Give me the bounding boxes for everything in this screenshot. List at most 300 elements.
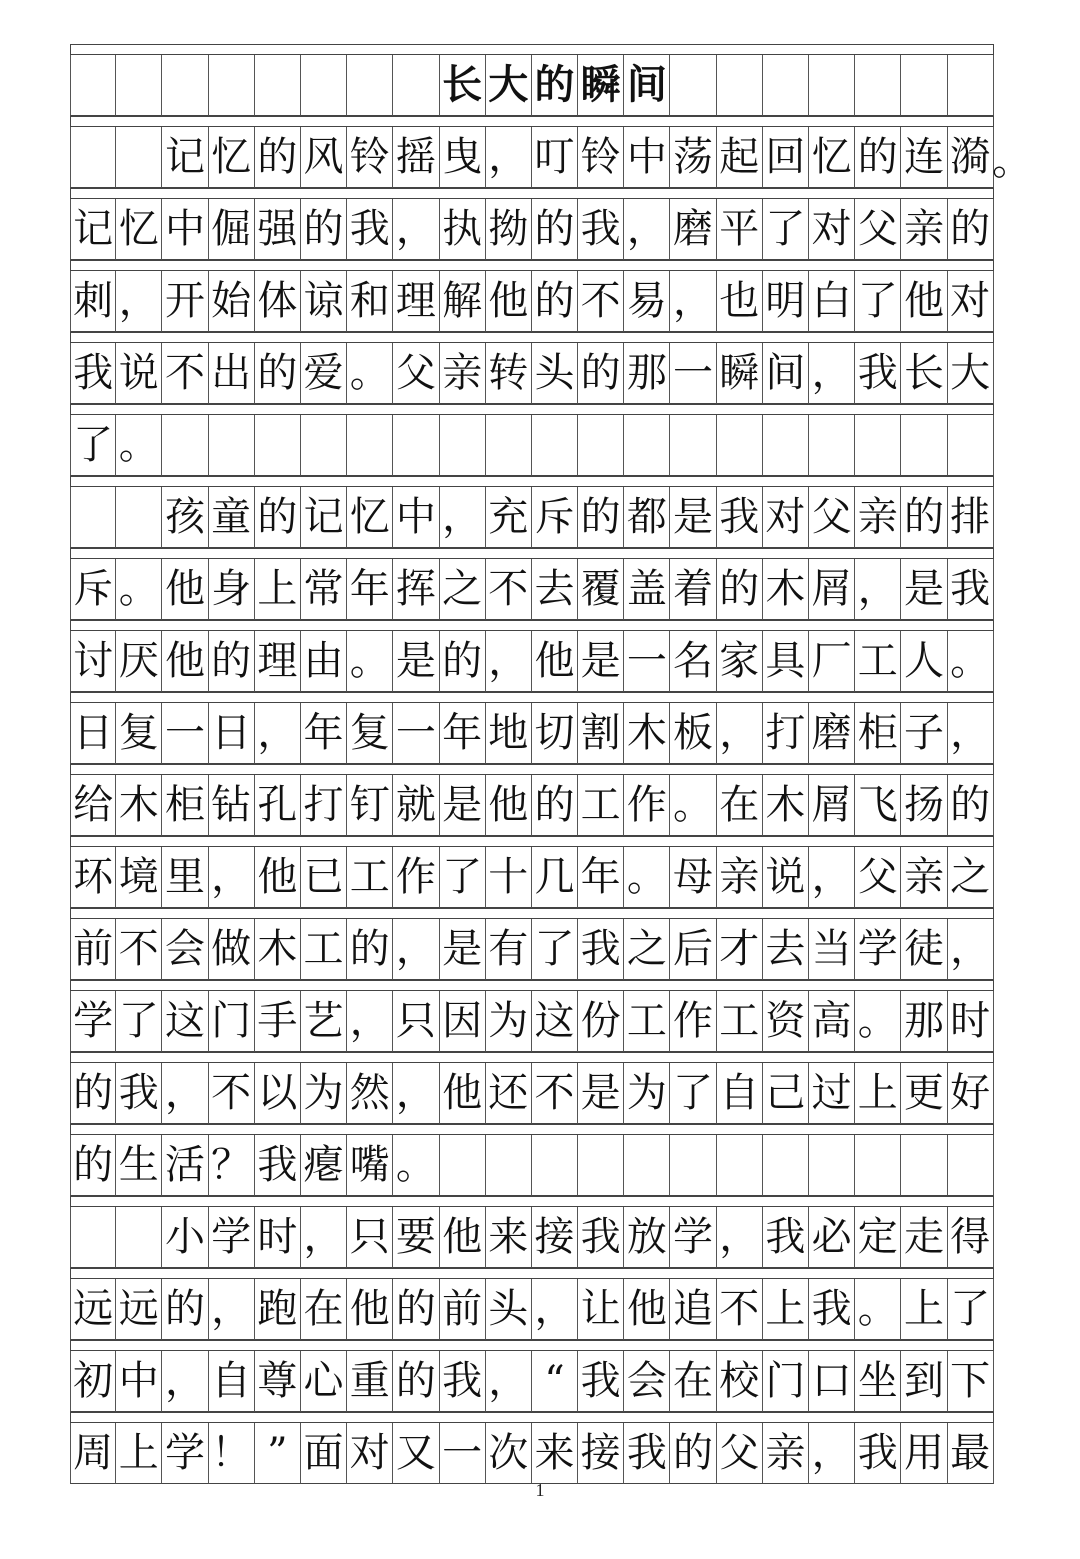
grid-cell: 的 (532, 775, 578, 836)
grid-cell: 亲 (901, 199, 947, 260)
grid-cell: 了 (670, 1063, 716, 1124)
grid-cell: 给 (70, 775, 116, 836)
grid-cell: ？ (209, 1135, 255, 1196)
grid-cell: 大 (486, 55, 532, 116)
grid-cells (70, 1279, 994, 1340)
grid-cell: 摇 (393, 127, 439, 188)
row-gap-line (70, 908, 994, 919)
grid-cell: 的 (301, 199, 347, 260)
grid-cell: 瞬 (717, 343, 763, 404)
grid-cell (532, 415, 578, 476)
grid-cell: 里 (162, 847, 208, 908)
grid-cells (70, 415, 994, 476)
grid-cell: 这 (532, 991, 578, 1052)
text-line (70, 404, 994, 476)
grid-cell: 了 (855, 271, 901, 332)
grid-cell: ！ (209, 1423, 255, 1484)
grid-cell: ， (347, 991, 393, 1052)
grid-cell: 他 (532, 631, 578, 692)
grid-cell (624, 415, 670, 476)
grid-cell: 忆 (209, 127, 255, 188)
grid-cell (578, 1135, 624, 1196)
grid-cell (901, 55, 947, 116)
grid-cell: 上 (763, 1279, 809, 1340)
text-line (70, 1196, 994, 1268)
grid-cell: 忆 (116, 199, 162, 260)
grid-cell (670, 1135, 716, 1196)
grid-cell: 上 (855, 1063, 901, 1124)
grid-cell (763, 55, 809, 116)
overflow-punctuation: 。 (992, 138, 1032, 184)
grid-cell (809, 55, 855, 116)
grid-cell: 开 (162, 271, 208, 332)
grid-cell: 口 (809, 1351, 855, 1412)
grid-cell: 。 (624, 847, 670, 908)
grid-cell: ， (670, 271, 716, 332)
grid-cell: 中 (624, 127, 670, 188)
grid-cell: 来 (486, 1207, 532, 1268)
grid-cell: 木 (763, 559, 809, 620)
grid-cell: 是 (440, 919, 486, 980)
grid-cell: ， (255, 703, 301, 764)
grid-cell: 坐 (855, 1351, 901, 1412)
grid-cell: 工 (717, 991, 763, 1052)
grid-cell: 说 (763, 847, 809, 908)
grid-cell: 我 (717, 487, 763, 548)
row-gap-line (70, 548, 994, 559)
grid-cell: 不 (532, 1063, 578, 1124)
grid-cell (809, 415, 855, 476)
grid-cell: 白 (809, 271, 855, 332)
text-line (70, 476, 994, 548)
grid-cell (763, 415, 809, 476)
grid-cell: 作 (393, 847, 439, 908)
grid-cell: 会 (624, 1351, 670, 1412)
text-line (70, 116, 1032, 188)
grid-cell: 了 (948, 1279, 994, 1340)
grid-cell (301, 55, 347, 116)
grid-cell: 门 (209, 991, 255, 1052)
grid-cell: 不 (578, 271, 624, 332)
grid-cell: 在 (717, 775, 763, 836)
grid-cell: 。 (347, 343, 393, 404)
grid-cell: 放 (624, 1207, 670, 1268)
grid-cell: 他 (347, 1279, 393, 1340)
grid-cell: 头 (486, 1279, 532, 1340)
grid-cell: 年 (347, 559, 393, 620)
grid-cell: 一 (393, 703, 439, 764)
grid-cell: 小 (162, 1207, 208, 1268)
grid-cell: ， (116, 271, 162, 332)
grid-cell: 排 (948, 487, 994, 548)
grid-cell: 是 (901, 559, 947, 620)
grid-cell: 风 (301, 127, 347, 188)
grid-cell: 这 (162, 991, 208, 1052)
grid-cell: 复 (116, 703, 162, 764)
grid-cell (116, 1207, 162, 1268)
grid-cell: 到 (901, 1351, 947, 1412)
grid-cell: 切 (532, 703, 578, 764)
grid-cell (393, 415, 439, 476)
grid-cell: 的 (948, 199, 994, 260)
grid-cells (70, 271, 994, 332)
grid-cell: 父 (717, 1423, 763, 1484)
page-number: 1 (535, 1480, 545, 1500)
grid-cell: 我 (440, 1351, 486, 1412)
grid-cell: 门 (763, 1351, 809, 1412)
grid-cell: 打 (301, 775, 347, 836)
grid-cell: 他 (440, 1207, 486, 1268)
grid-cell: ， (809, 1423, 855, 1484)
grid-cell: 已 (301, 847, 347, 908)
grid-cell: 他 (162, 559, 208, 620)
grid-cell: 身 (209, 559, 255, 620)
grid-cell: 上 (116, 1423, 162, 1484)
row-gap-line (70, 404, 994, 415)
grid-cell: 学 (70, 991, 116, 1052)
grid-cell: 的 (855, 127, 901, 188)
grid-cell: 时 (948, 991, 994, 1052)
grid-cell: 长 (901, 343, 947, 404)
row-gap-line (70, 1052, 994, 1063)
grid-cell: 记 (162, 127, 208, 188)
grid-cell: 去 (763, 919, 809, 980)
grid-cell: ， (393, 199, 439, 260)
grid-cell: 具 (763, 631, 809, 692)
grid-cell: 屑 (809, 775, 855, 836)
text-line (70, 1340, 994, 1412)
text-line (70, 332, 994, 404)
grid-cell: 的 (532, 55, 578, 116)
grid-cell: 母 (670, 847, 716, 908)
grid-cell: ， (855, 559, 901, 620)
grid-cell: 工 (347, 847, 393, 908)
grid-cell: 不 (486, 559, 532, 620)
grid-cell: 中 (116, 1351, 162, 1412)
grid-cell: 不 (116, 919, 162, 980)
row-gap-line (70, 476, 994, 487)
grid-cell: 年 (578, 847, 624, 908)
grid-cell: 挥 (393, 559, 439, 620)
grid-cell: 中 (162, 199, 208, 260)
grid-cells (70, 991, 994, 1052)
grid-cell (301, 415, 347, 476)
grid-cell: 远 (70, 1279, 116, 1340)
grid-cell: ， (162, 1063, 208, 1124)
row-gap-line (70, 332, 994, 343)
grid-cell: 斥 (532, 487, 578, 548)
grid-cell: 之 (624, 919, 670, 980)
grid-cells (70, 919, 994, 980)
grid-cell: 瞬 (578, 55, 624, 116)
grid-cell (162, 55, 208, 116)
grid-cell: 我 (255, 1135, 301, 1196)
grid-cell: 易 (624, 271, 670, 332)
grid-cell: 我 (855, 1423, 901, 1484)
grid-cell: 柜 (855, 703, 901, 764)
row-gap-line (70, 764, 994, 775)
grid-cell: 拗 (486, 199, 532, 260)
grid-cell: 年 (301, 703, 347, 764)
grid-cell: ， (486, 631, 532, 692)
grid-cells (70, 1351, 994, 1412)
grid-cell: ， (393, 919, 439, 980)
grid-cells (70, 1423, 994, 1484)
grid-cell: 过 (809, 1063, 855, 1124)
grid-cell: ， (209, 847, 255, 908)
grid-cell: 的 (255, 487, 301, 548)
grid-cell: 回 (763, 127, 809, 188)
grid-cell: 我 (578, 1207, 624, 1268)
grid-cell (763, 1135, 809, 1196)
grid-cell: 一 (670, 343, 716, 404)
grid-cell: 扬 (901, 775, 947, 836)
grid-cell: 因 (440, 991, 486, 1052)
grid-cell: 对 (347, 1423, 393, 1484)
grid-cell: 自 (209, 1351, 255, 1412)
grid-cell: 钻 (209, 775, 255, 836)
grid-cell: 割 (578, 703, 624, 764)
grid-cell: 十 (486, 847, 532, 908)
grid-cell: ” (255, 1423, 301, 1484)
grid-cell: 头 (532, 343, 578, 404)
grid-cell: 的 (393, 1351, 439, 1412)
grid-cell: 己 (763, 1063, 809, 1124)
row-gap-line (70, 116, 994, 127)
grid-cell: 铃 (578, 127, 624, 188)
grid-cell: 板 (670, 703, 716, 764)
grid-cell (116, 127, 162, 188)
grid-cell: 学 (855, 919, 901, 980)
grid-cell: 记 (70, 199, 116, 260)
grid-cell: 柜 (162, 775, 208, 836)
grid-cell: 远 (116, 1279, 162, 1340)
grid-cell (948, 1135, 994, 1196)
grid-cell: 在 (670, 1351, 716, 1412)
grid-cell: 亲 (855, 487, 901, 548)
grid-cell: 为 (301, 1063, 347, 1124)
row-gap-line (70, 1196, 994, 1207)
grid-cell (116, 55, 162, 116)
grid-cells (70, 343, 994, 404)
row-gap-line (70, 980, 994, 991)
grid-cell: 我 (624, 1423, 670, 1484)
row-gap-line (70, 836, 994, 847)
grid-cell: 充 (486, 487, 532, 548)
grid-cell: 瘪 (301, 1135, 347, 1196)
grid-cell: 曳 (440, 127, 486, 188)
grid-cell: 。 (855, 991, 901, 1052)
grid-cells (70, 1207, 994, 1268)
grid-cell: 的 (209, 631, 255, 692)
grid-cell (70, 487, 116, 548)
grid-cell: 记 (301, 487, 347, 548)
grid-cell: 体 (255, 271, 301, 332)
grid-cell: 厂 (809, 631, 855, 692)
grid-cell (717, 1135, 763, 1196)
grid-cell: 前 (70, 919, 116, 980)
grid-cell: 。 (393, 1135, 439, 1196)
grid-cell: 得 (948, 1207, 994, 1268)
grid-cell: 我 (578, 199, 624, 260)
grid-cell: 谅 (301, 271, 347, 332)
grid-cell: 地 (486, 703, 532, 764)
grid-cell: 学 (209, 1207, 255, 1268)
grid-cell: 还 (486, 1063, 532, 1124)
grid-cell: ， (486, 127, 532, 188)
grid-cell: 的 (717, 559, 763, 620)
grid-cell: 倔 (209, 199, 255, 260)
grid-cell: 高 (809, 991, 855, 1052)
grid-cell: 他 (624, 1279, 670, 1340)
grid-cell: 当 (809, 919, 855, 980)
grid-cell: 孔 (255, 775, 301, 836)
grid-cell: 他 (440, 1063, 486, 1124)
grid-cell: 又 (393, 1423, 439, 1484)
grid-cell: 一 (440, 1423, 486, 1484)
grid-cell: 才 (717, 919, 763, 980)
grid-cell: 亲 (763, 1423, 809, 1484)
grid-cell: 的 (347, 919, 393, 980)
grid-cell: 对 (763, 487, 809, 548)
grid-cell (948, 55, 994, 116)
title-row (70, 44, 994, 116)
text-line (70, 1124, 994, 1196)
grid-cell: 去 (532, 559, 578, 620)
grid-cell: 后 (670, 919, 716, 980)
grid-cell: 不 (717, 1279, 763, 1340)
grid-cell: 的 (440, 631, 486, 692)
grid-cell: 父 (393, 343, 439, 404)
grid-cell: 为 (486, 991, 532, 1052)
grid-cell: 也 (717, 271, 763, 332)
grid-cell: ， (440, 487, 486, 548)
grid-cell: 活 (162, 1135, 208, 1196)
grid-cell: 一 (624, 631, 670, 692)
grid-cell (855, 415, 901, 476)
grid-cell: 追 (670, 1279, 716, 1340)
grid-cell: 的 (162, 1279, 208, 1340)
grid-cell (855, 55, 901, 116)
grid-cell: 铃 (347, 127, 393, 188)
grid-cell: 工 (301, 919, 347, 980)
grid-cell: 让 (578, 1279, 624, 1340)
grid-cells (70, 199, 994, 260)
text-line (70, 692, 994, 764)
grid-cell: 自 (717, 1063, 763, 1124)
grid-cell: 工 (578, 775, 624, 836)
grid-cell: 屑 (809, 559, 855, 620)
grid-cell: 只 (393, 991, 439, 1052)
grid-cell (209, 415, 255, 476)
grid-cell: 连 (901, 127, 947, 188)
grid-cell: ， (486, 1351, 532, 1412)
grid-cell: 走 (901, 1207, 947, 1268)
grid-cell: 几 (532, 847, 578, 908)
grid-cell: 都 (624, 487, 670, 548)
grid-cell: 。 (347, 631, 393, 692)
grid-cell: 我 (116, 1063, 162, 1124)
grid-cell: 用 (901, 1423, 947, 1484)
grid-cell: 之 (948, 847, 994, 908)
grid-cell (393, 55, 439, 116)
grid-cell: 。 (948, 631, 994, 692)
grid-cell: 中 (393, 487, 439, 548)
grid-cell: 执 (440, 199, 486, 260)
row-gap-line (70, 260, 994, 271)
grid-cell: 童 (209, 487, 255, 548)
grid-cell: 我 (70, 343, 116, 404)
grid-cell: 好 (948, 1063, 994, 1124)
grid-cell: 始 (209, 271, 255, 332)
grid-cell: 是 (393, 631, 439, 692)
grid-cell: 我 (948, 559, 994, 620)
grid-cell: 更 (901, 1063, 947, 1124)
grid-cell: 是 (578, 631, 624, 692)
grid-cells (70, 55, 994, 116)
grid-cell: 接 (532, 1207, 578, 1268)
text-line (70, 908, 994, 980)
grid-cell: 的 (670, 1423, 716, 1484)
grid-cell: 亲 (717, 847, 763, 908)
text-line (70, 260, 994, 332)
grid-cell: 嘴 (347, 1135, 393, 1196)
grid-cell: 间 (624, 55, 670, 116)
grid-cell: 是 (670, 487, 716, 548)
grid-cell: ， (717, 703, 763, 764)
grid-cells (70, 631, 994, 692)
grid-cell (901, 1135, 947, 1196)
grid-cell (347, 55, 393, 116)
grid-cell: 不 (162, 343, 208, 404)
grid-cell: 我 (578, 1351, 624, 1412)
grid-cell: ， (717, 1207, 763, 1268)
grid-cell: 家 (717, 631, 763, 692)
grid-cell: 我 (809, 1279, 855, 1340)
grid-cell (809, 1135, 855, 1196)
grid-cell: 徒 (901, 919, 947, 980)
grid-cell: 的 (70, 1135, 116, 1196)
grid-cell: ， (162, 1351, 208, 1412)
grid-cell: 了 (763, 199, 809, 260)
grid-cell: 的 (901, 487, 947, 548)
grid-cell: 生 (116, 1135, 162, 1196)
grid-cell: 的 (578, 343, 624, 404)
composition-grid-paper (70, 44, 1032, 1484)
grid-cell: 木 (255, 919, 301, 980)
grid-cell: 要 (393, 1207, 439, 1268)
grid-cell: 的 (532, 271, 578, 332)
grid-cell: 资 (763, 991, 809, 1052)
grid-cells (70, 1135, 994, 1196)
grid-cells (70, 559, 994, 620)
grid-cell: 他 (162, 631, 208, 692)
grid-cell: 他 (486, 775, 532, 836)
grid-cell: 必 (809, 1207, 855, 1268)
grid-cell: 忆 (347, 487, 393, 548)
grid-cell (532, 1135, 578, 1196)
grid-cell: 起 (717, 127, 763, 188)
grid-cell (70, 55, 116, 116)
grid-cell: 日 (70, 703, 116, 764)
grid-cell: 他 (486, 271, 532, 332)
grid-cell (116, 487, 162, 548)
grid-cell: 长 (440, 55, 486, 116)
grid-cell: 艺 (301, 991, 347, 1052)
grid-cell: 工 (855, 631, 901, 692)
grid-cell: 只 (347, 1207, 393, 1268)
grid-cell: 那 (624, 343, 670, 404)
